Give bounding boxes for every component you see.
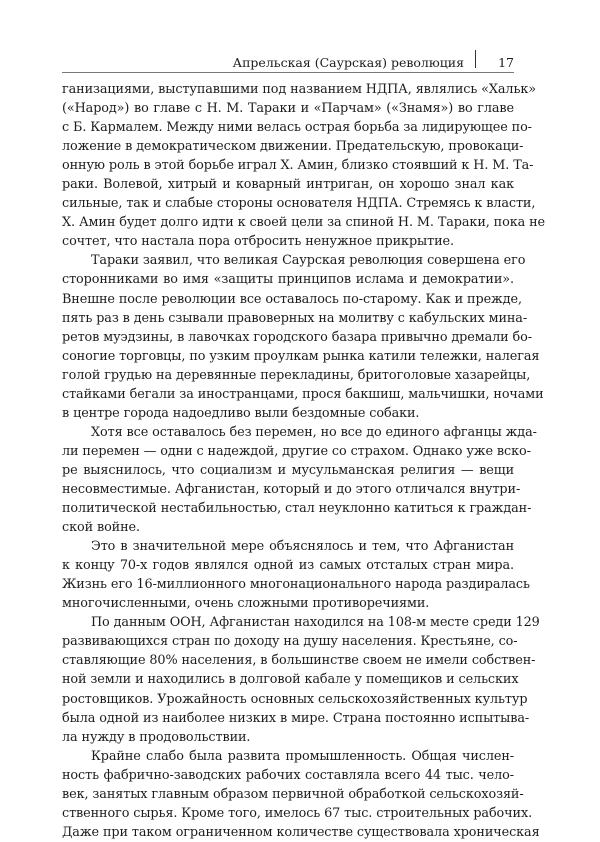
text-line: развивающихся стран по доходу на душу населения. Крестьяне, со- <box>62 634 518 650</box>
text-line: ность фабрично-заводских рабочих составляла всего 44 тыс. чело- <box>62 767 514 783</box>
text-line: сильные, так и слабые стороны основателя НДПА. Стремясь к власти, <box>62 196 536 212</box>
page-number: 17 <box>498 55 514 70</box>
chapter-title: Апрельская (Саурская) революция <box>232 55 464 70</box>
text-line: ной земли и находились в долговой кабале у помещиков и сельских <box>62 672 519 688</box>
text-line: ственного сырья. Кроме того, имелось 67 тыс. строительных рабочих. <box>62 805 533 821</box>
text-line: ложение в демократическом движении. Предательскую, провокаци- <box>62 139 524 155</box>
text-line: сочтет, что настала пора отбросить ненужное прикрытие. <box>62 234 454 250</box>
text-line: ре выяснилось, что социализм и мусульманская религия — вещи <box>62 462 514 478</box>
text-line: пять раз в день сзывали правоверных на молитву с кабульских мина- <box>62 310 528 326</box>
text-line: Это в значительной мере объяснялось и тем, что Афганистан <box>91 539 514 555</box>
paragraph <box>62 613 540 746</box>
text-line: сторонниками во имя «защиты принципов ислама и демократии». <box>62 272 514 288</box>
text-line: несовместимые. Афганистан, который и до этого отличался внутри- <box>62 481 521 497</box>
text-line: По данным ООН, Афганистан находился на 108-м месте среди 129 <box>91 615 540 631</box>
text-line: политической нестабильностью, стал неуклонно катиться к граждан- <box>62 501 532 517</box>
text-line: ли перемен — одни с надеждой, другие со страхом. Однако уже вско- <box>62 443 531 459</box>
text-line: век, занятых главным образом первичной обработкой сельскохозяй- <box>62 786 524 802</box>
text-line: ской войне. <box>62 520 140 536</box>
paragraph <box>62 747 540 842</box>
text-line: с Б. Кармалем. Между ними велась острая борьба за лидирующее по- <box>62 120 532 136</box>
text-line: Внешне после революции все оставалось по-старому. Как и прежде, <box>62 291 522 307</box>
text-line: голой грудью на деревянные перекладины, бритоголовые хазарейцы, <box>62 367 531 383</box>
text-line: в центре города надоедливо выли бездомные собаки. <box>62 405 420 421</box>
text-line: соногие торговцы, по узким проулкам рынка катили тележки, налегая <box>62 348 540 364</box>
text-line: Крайне слабо была развита промышленность. Общая числен- <box>91 748 514 764</box>
paragraph <box>62 537 530 613</box>
paragraph <box>62 423 537 537</box>
text-line: Х. Амин будет долго идти к своей цели за спиной Н. М. Тараки, пока не <box>62 215 546 231</box>
text-line: Тараки заявил, что великая Саурская революция совершена его <box>91 253 526 269</box>
text-line: Даже при таком ограниченном количестве существовала хроническая <box>62 824 540 840</box>
text-line: Жизнь его 16-миллионного многонационального народа раздиралась <box>62 577 530 593</box>
paragraph <box>62 80 546 251</box>
text-line: онную роль в этой борьбе играл Х. Амин, близко стоявший к Н. М. Та- <box>62 158 534 174</box>
text-line: ретов муэдзины, в лавочках городского базара привычно дремали бо- <box>62 329 532 345</box>
body-text <box>62 80 546 842</box>
text-line: к концу 70-х годов являлся одной из самых отсталых стран мира. <box>62 558 514 574</box>
text-line: («Народ») во главе с Н. М. Тараки и «Парчам» («Знамя») во главе <box>62 101 514 117</box>
header-divider <box>475 50 476 68</box>
text-line: Хотя все оставалось без перемен, но все до единого афганцы жда- <box>91 424 537 440</box>
text-line: раки. Волевой, хитрый и коварный интриган, он хорошо знал как <box>62 177 514 193</box>
text-line: была одной из наиболее низких в мире. Страна постоянно испытыва- <box>62 710 530 726</box>
text-line: ла нужду в продовольствии. <box>62 729 251 745</box>
text-line: ставляющие 80% населения, в большинстве своем не имели собствен- <box>62 653 536 669</box>
text-line: ростовщиков. Урожайность основных сельскохозяйственных культур <box>62 691 528 707</box>
text-line: ганизациями, выступавшими под названием НДПА, являлись «Хальк» <box>62 82 536 97</box>
paragraph <box>62 251 544 422</box>
text-line: стайками бегали за иностранцами, прося бакшиш, мальчишки, ночами <box>62 386 544 402</box>
text-line: многочисленными, очень сложными противоречиями. <box>62 596 430 612</box>
running-header <box>62 50 514 73</box>
